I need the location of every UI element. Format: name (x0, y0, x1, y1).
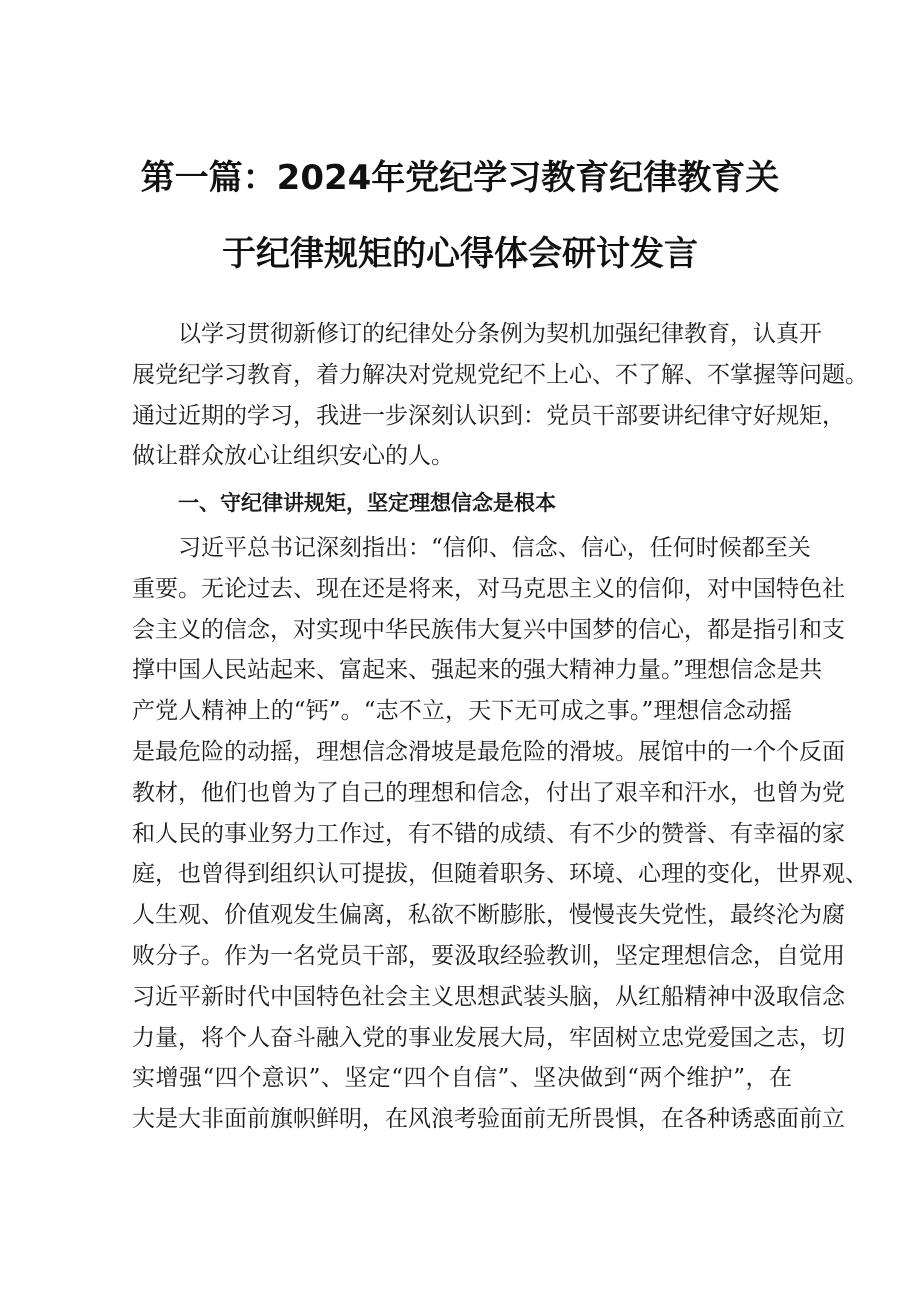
paragraph-line: 败分子。作为一名党员干部，要汲取经验教训，坚定理想信念，自觉用 (132, 942, 845, 969)
paragraph-line: 人生观、价值观发生偏离，私欲不断膨胀，慢慢丧失党性，最终沦为腐 (132, 902, 845, 929)
title-line-1: 第一篇：2024年党纪学习教育纪律教育关 (140, 158, 780, 198)
paragraph-line: 和人民的事业努力工作过，有不错的成绩、有不少的赞誉、有幸福的家 (132, 820, 845, 847)
paragraph-line: 撑中国人民站起来、富起来、强起来的强大精神力量。”理想信念是共 (132, 657, 823, 684)
section1-paragraph (132, 528, 868, 1140)
paragraph-line: 产党人精神上的“钙”。“志不立，天下无可成之事。”理想信念动摇 (132, 698, 792, 725)
paragraph-line: 重要。无论过去、现在还是将来，对马克思主义的信仰，对中国特色社 (132, 575, 845, 602)
intro-line: 做让群众放心让组织安心的人。 (132, 443, 454, 470)
paragraph-line: 力量，将个人奋斗融入党的事业发展大局，牢固树立忠党爱国之志，切 (132, 1024, 845, 1051)
paragraph-line: 大是大非面前旗帜鲜明，在风浪考验面前无所畏惧，在各种诱惑面前立 (132, 1106, 845, 1133)
paragraph-line: 实增强“四个意识”、坚定“四个自信”、坚决做到“两个维护”，在 (132, 1065, 792, 1092)
intro-line: 以学习贯彻新修订的纪律处分条例为契机加强纪律教育，认真开 (178, 321, 822, 347)
document-title (100, 140, 820, 292)
title-line-2: 于纪律规矩的心得体会研讨发言 (222, 234, 698, 274)
intro-paragraph (132, 314, 868, 477)
intro-line: 展党纪学习教育，着力解决对党规党纪不上心、不了解、不掌握等问题。 (132, 361, 868, 388)
paragraph-line: 会主义的信念，对实现中华民族伟大复兴中国梦的信心，都是指引和支 (132, 616, 845, 643)
paragraph-line: 教材，他们也曾为了自己的理想和信念，付出了艰辛和汗水，也曾为党 (132, 779, 845, 806)
section-heading-1: 一、守纪律讲规矩，坚定理想信念是根本 (178, 491, 556, 516)
paragraph-line: 是最危险的动摇，理想信念滑坡是最危险的滑坡。展馆中的一个个反面 (132, 738, 845, 765)
document-body (132, 314, 868, 1140)
paragraph-line: 庭，也曾得到组织认可提拔，但随着职务、环境、心理的变化，世界观、 (132, 861, 868, 888)
intro-line: 通过近期的学习，我进一步深刻认识到：党员干部要讲纪律守好规矩， (132, 402, 845, 429)
paragraph-line: 习近平总书记深刻指出：“信仰、信念、信心，任何时候都至关 (178, 534, 811, 561)
paragraph-line: 习近平新时代中国特色社会主义思想武装头脑，从红船精神中汲取信念 (132, 983, 845, 1010)
